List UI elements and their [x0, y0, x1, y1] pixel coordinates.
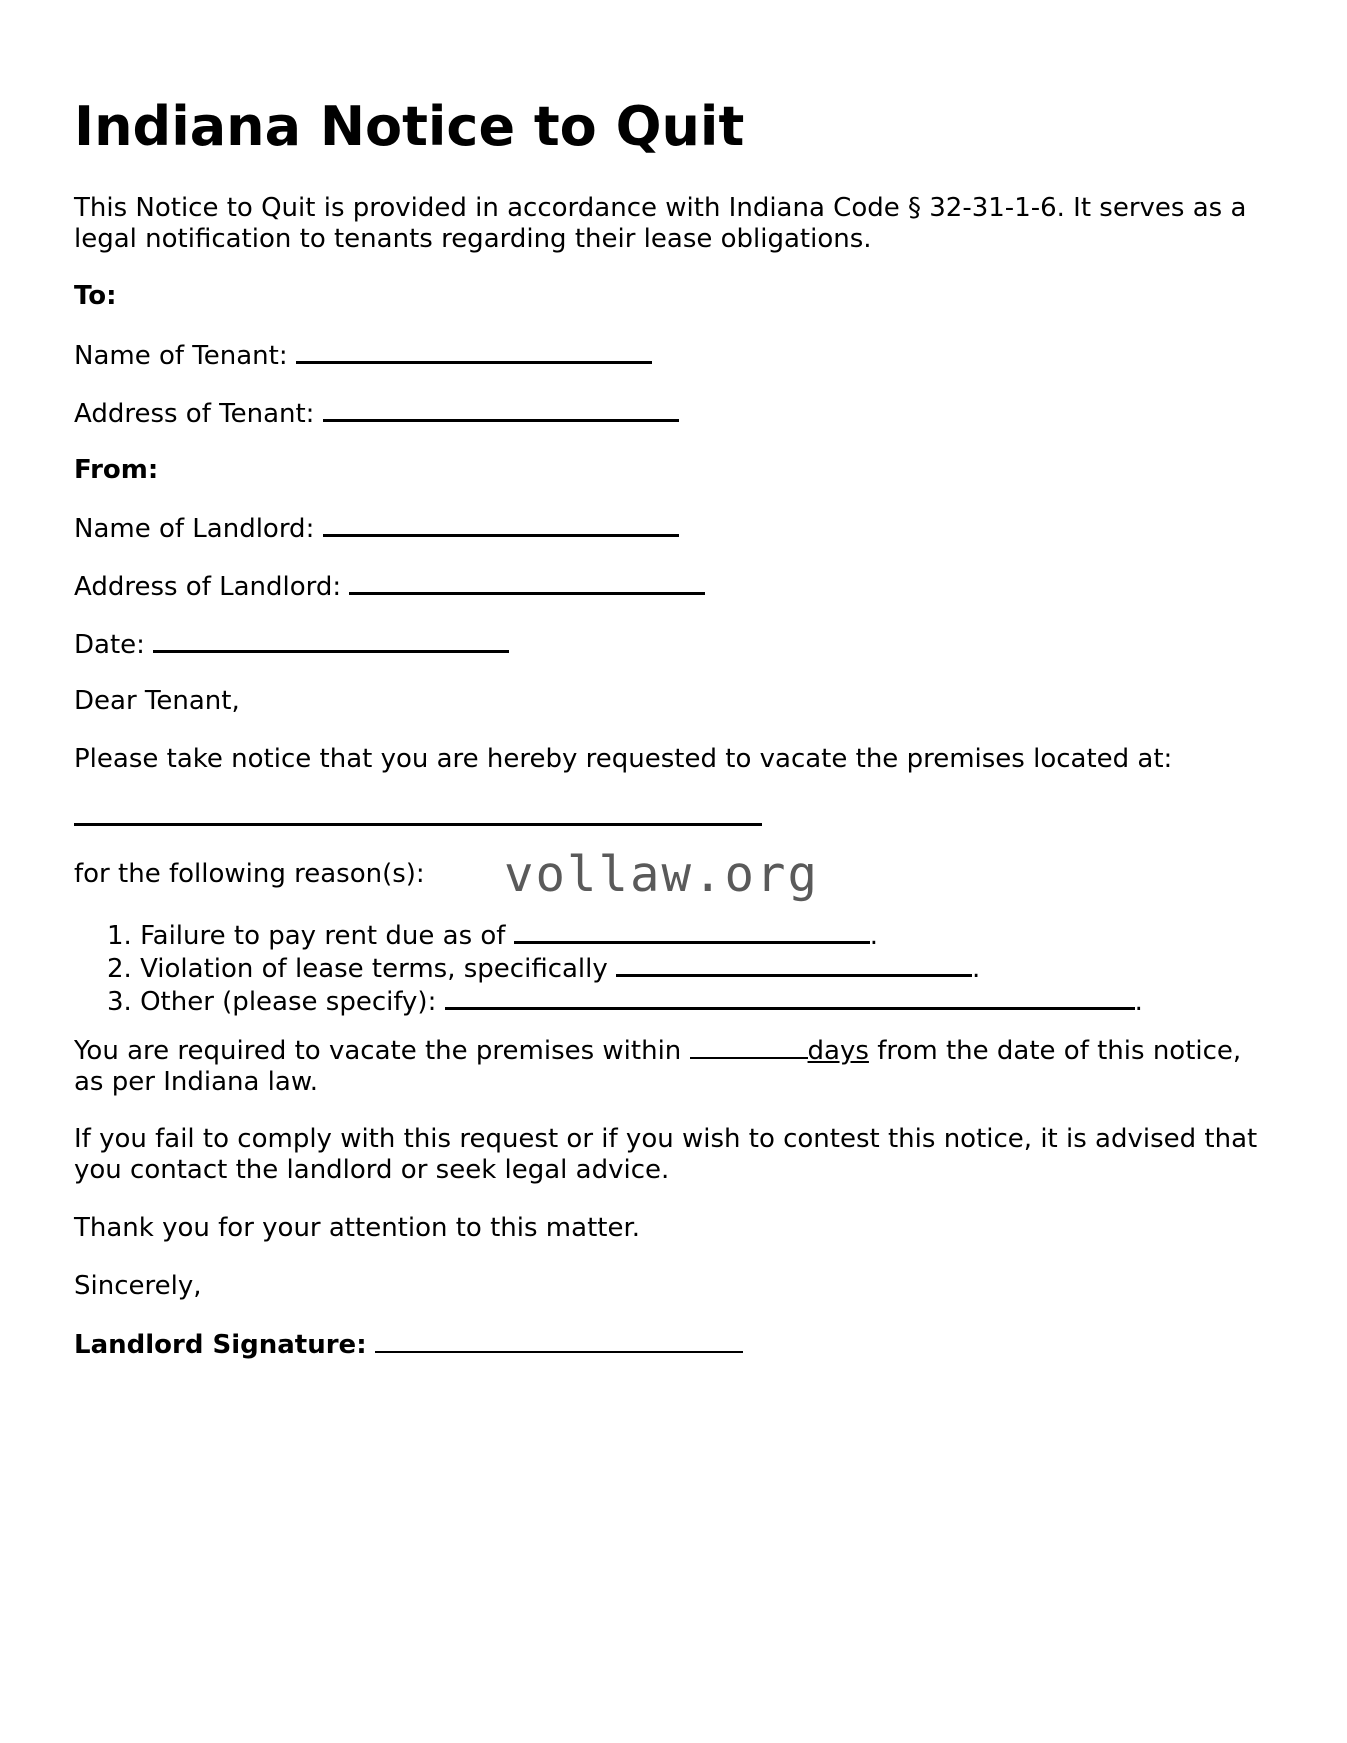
thanks-text: Thank you for your attention to this matter.: [74, 1213, 641, 1243]
signature-field[interactable]: [375, 1329, 743, 1353]
date-label: Date:: [74, 630, 145, 660]
landlord-name-row: [74, 512, 679, 545]
tenant-address-label: Address of Tenant:: [74, 399, 315, 429]
date-row: [74, 628, 509, 661]
list-item: 1. Failure to pay rent due as of .: [107, 921, 878, 951]
contest-paragraph: If you fail to comply with this request or if you wish to contest this notice, it is advised that you contact the landlord or seek legal advice.: [74, 1124, 1258, 1185]
landlord-name-field[interactable]: [323, 512, 679, 537]
tenant-address-field[interactable]: [323, 397, 679, 422]
tenant-name-field[interactable]: [296, 339, 652, 364]
landlord-address-field[interactable]: [349, 570, 705, 595]
vacate-text-after: from the date of this notice,: [877, 1036, 1242, 1066]
reason-number: 2.: [107, 954, 132, 984]
list-item: 3. Other (please specify): .: [107, 987, 1143, 1017]
tenant-name-label: Name of Tenant:: [74, 341, 288, 371]
reasons-intro: for the following reason(s):: [74, 859, 425, 889]
reason-text: Violation of lease terms, specifically: [140, 954, 608, 984]
tenant-name-row: [74, 339, 652, 372]
request-text: Please take notice that you are hereby requested to vacate the premises located at:: [74, 744, 1173, 774]
salutation: Dear Tenant,: [74, 686, 240, 716]
reason-text: Failure to pay rent due as of: [140, 921, 506, 951]
vacate-text-line2: as per Indiana law.: [74, 1067, 318, 1097]
landlord-address-row: [74, 570, 705, 603]
landlord-name-label: Name of Landlord:: [74, 514, 315, 544]
reasons-list: [107, 919, 1143, 1018]
rent-due-date-field[interactable]: [514, 919, 870, 944]
premises-address-field[interactable]: [74, 823, 762, 826]
closing-text: Sincerely,: [74, 1271, 202, 1301]
tenant-address-row: [74, 397, 679, 430]
date-field[interactable]: [153, 628, 509, 653]
vacate-paragraph: [74, 1035, 1294, 1098]
signature-label: Landlord Signature:: [74, 1330, 367, 1360]
reason-number: 3.: [107, 987, 132, 1017]
vacate-text-before: You are required to vacate the premises within: [74, 1036, 682, 1066]
signature-row: [74, 1329, 743, 1361]
lease-violation-field[interactable]: [616, 952, 972, 977]
to-heading: To:: [74, 281, 117, 311]
watermark-text: vollaw.org: [504, 846, 820, 903]
reason-number: 1.: [107, 921, 132, 951]
days-label: days: [807, 1036, 869, 1066]
days-field[interactable]: [690, 1035, 808, 1059]
list-item: 2. Violation of lease terms, specifically .: [107, 954, 981, 984]
intro-paragraph: This Notice to Quit is provided in accordance with Indiana Code § 32-31-1-6. It serves as a legal notification to tenants regarding their lease obligations.: [74, 193, 1247, 254]
document-title: Indiana Notice to Quit: [74, 95, 745, 158]
other-reason-field[interactable]: [445, 985, 1135, 1010]
from-heading: From:: [74, 455, 159, 485]
landlord-address-label: Address of Landlord:: [74, 572, 342, 602]
reason-text: Other (please specify):: [140, 987, 437, 1017]
